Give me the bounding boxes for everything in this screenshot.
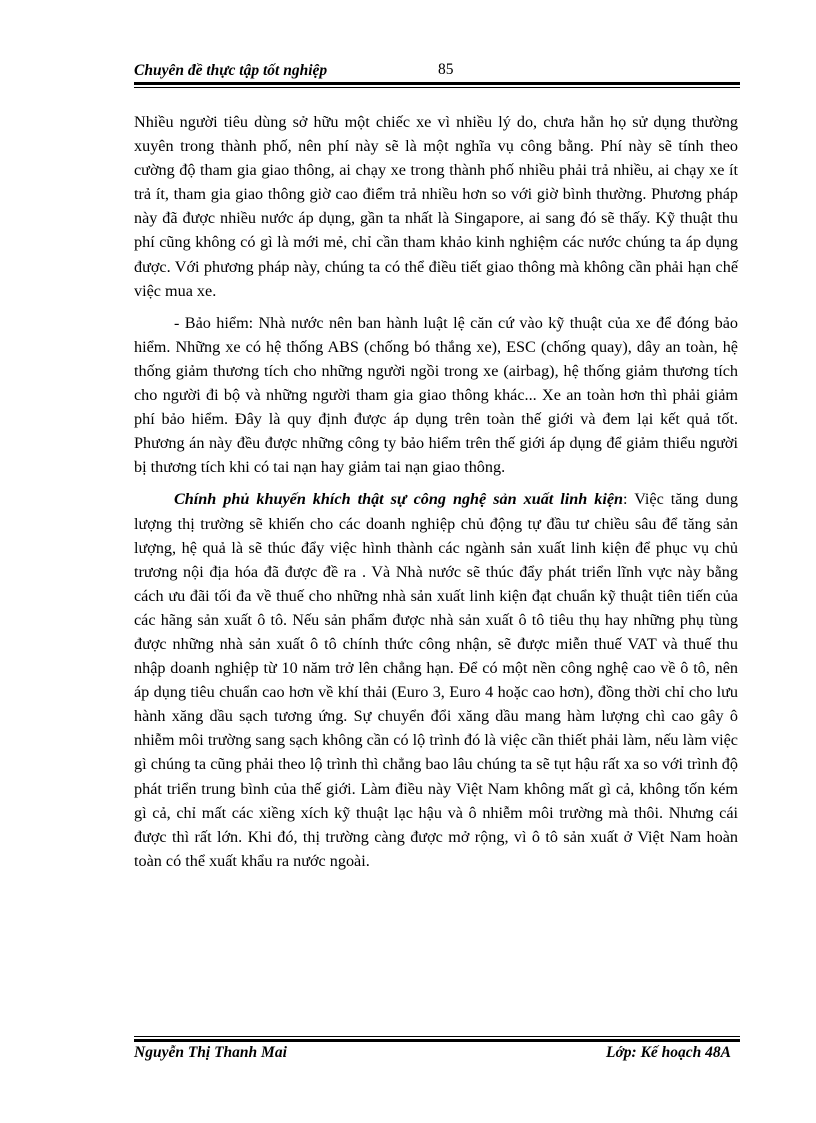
paragraph-components: [134, 487, 738, 873]
paragraph-lead: Chính phủ khuyến khích thật sự công nghệ sản xuất linh kiện: [174, 490, 624, 509]
header-rule-thick: [134, 82, 740, 85]
footer-rule-thin: [134, 1036, 740, 1037]
paragraph-fee: Nhiều người tiêu dùng sở hữu một chiếc xe vì nhiều lý do, chưa hẳn họ sử dụng thường xuyên trong thành phố, nên phí này sẽ là một nghĩa vụ công bằng. Phí này sẽ tính theo cường độ tham gia giao thông, ai chạy xe trong thành phố nhiều phải trả nhiều, ai chạy xe ít trả ít, tham gia giao thông giờ cao điểm trả nhiều hơn so với giờ bình thường. Phương pháp này đã được nhiều nước áp dụng, gần ta nhất là Singapore, ai sang đó sẽ thấy. Kỹ thuật thu phí cũng không có gì là mới mẻ, chỉ cần tham khảo kinh nghiệm các nước chúng ta áp dụng được. Với phương pháp này, chúng ta có thể điều tiết giao thông mà không cần phải hạn chế việc mua xe.: [134, 113, 738, 300]
header-rule-thin: [134, 87, 740, 88]
paragraph-insurance: - Bảo hiểm: Nhà nước nên ban hành luật lệ căn cứ vào kỹ thuật của xe để đóng bảo hiểm. Những xe có hệ thống ABS (chống bó thắng xe), ESC (chống quay), dây an toàn, hệ thống giảm thương tích cho những người ngồi trong xe (airbag), hệ thống giảm thương tích cho người đi bộ và những người tham gia giao thông khác... Xe an toàn hơn thì phải giảm phí bảo hiểm. Đây là quy định được áp dụng trên toàn thế giới và đem lại kết quả tốt. Phương án này đều được những công ty bảo hiểm trên thế giới áp dụng để giảm thiểu người bị thương tích khi có tai nạn hay giảm tai nạn giao thông.: [134, 313, 738, 477]
page-header: [134, 60, 740, 84]
page-number: 85: [438, 61, 454, 78]
footer-author: Nguyễn Thị Thanh Mai: [134, 1044, 287, 1061]
paragraph-text: : Việc tăng dung lượng thị trường sẽ khiến cho các doanh nghiệp chủ động tự đầu tư chiều sâu để tăng sản lượng, hệ quả là sẽ thúc đẩy việc hình thành các ngành sản xuất linh kiện để phục vụ chủ trương nội địa hóa đã được đề ra . Và Nhà nước sẽ thúc đẩy phát triển lĩnh vực này bằng cách ưu đãi tối đa về thuế cho những nhà sản xuất linh kiện đạt chuẩn kỹ thuật tiên tiến của các hãng sản xuất ô tô. Nếu sản phẩm được nhà sản xuất ô tô tiêu thụ hay những phụ tùng được những nhà sản xuất ô tô chính thức công nhận, sẽ được miễn thuế VAT và thuế thu nhập doanh nghiệp từ 10 năm trở lên chẳng hạn. Để có một nền công nghệ cao về ô tô, nên áp dụng tiêu chuẩn cao hơn về khí thải (Euro 3, Euro 4 hoặc cao hơn), đồng thời chỉ cho lưu hành xăng dầu sạch tương ứng. Sự chuyển đổi xăng dầu mang hàm lượng chì cao gây ô nhiễm môi trường sang sạch không cần có lộ trình đó là việc cần thiết phải làm, nếu làm việc gì chúng ta cũng phải theo lộ trình thì chẳng bao lâu chúng ta sẽ tụt hậu rất xa so với trình độ phát triển trung bình của thế giới. Làm điều này Việt Nam không mất gì cả, không tốn kém gì cả, chỉ mất các xiềng xích kỹ thuật lạc hậu và ô nhiễm môi trường mà thôi. Nhưng cái được thì rất lớn. Khi đó, thị trường càng được mở rộng, vì ô tô sản xuất ở Việt Nam hoàn toàn có thể xuất khẩu ra nước ngoài.: [134, 490, 738, 870]
page-body: [134, 110, 738, 873]
footer-class: Lớp: Kế hoạch 48A: [606, 1044, 731, 1061]
header-title: Chuyên đề thực tập tốt nghiệp: [134, 62, 328, 79]
footer-rule-thick: [134, 1039, 740, 1042]
